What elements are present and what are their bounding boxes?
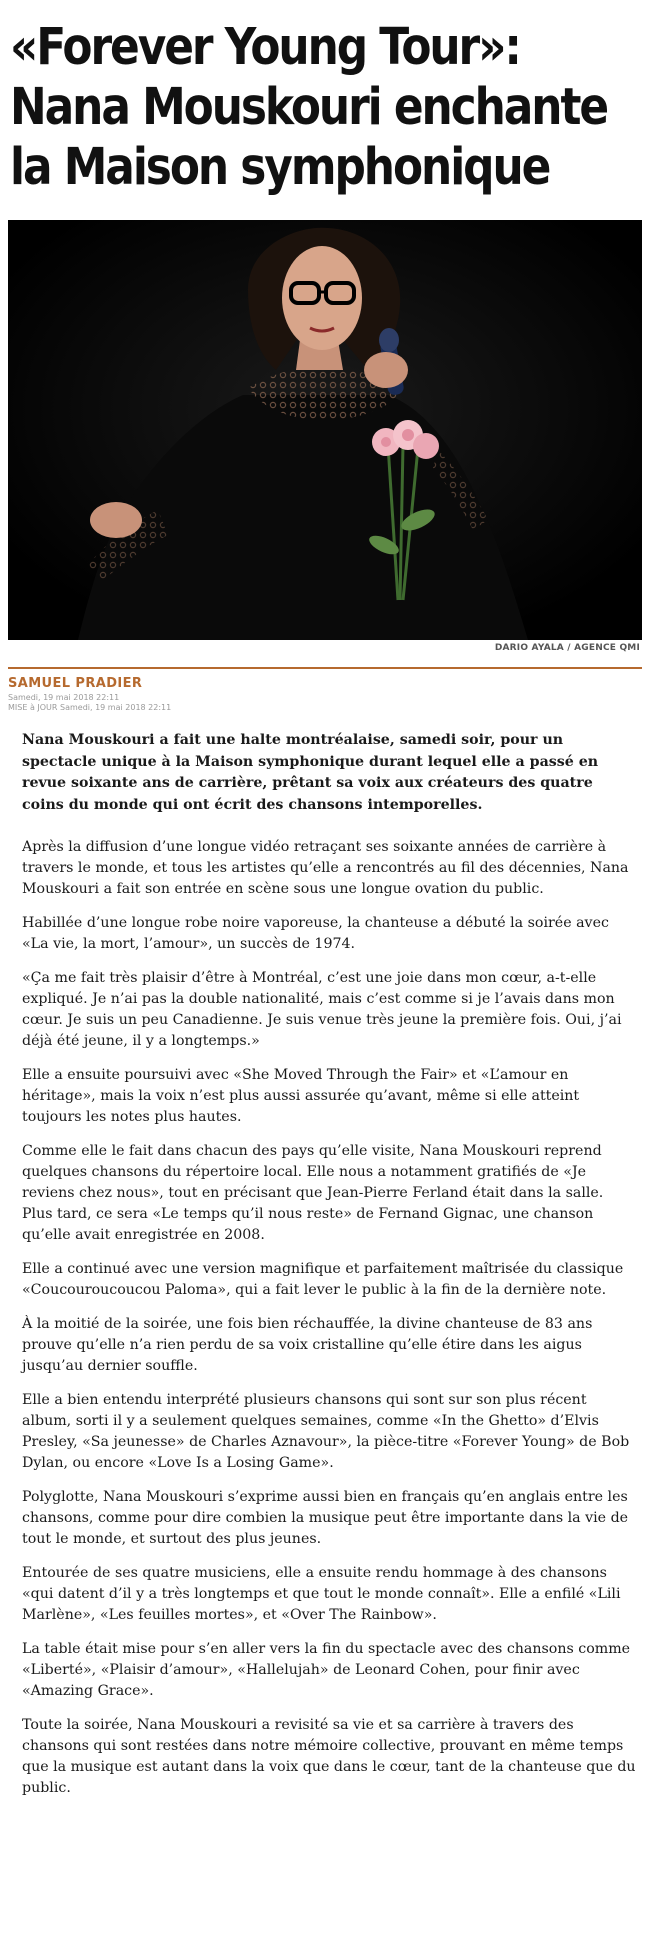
- article-paragraph: À la moitié de la soirée, une fois bien réchauffée, la divine chanteuse de 83 ans prouve qu’elle n’a rien perdu de sa voix cristalline qu’elle étire dans les aigus jusqu’au dernier souffle.: [22, 1316, 593, 1374]
- publish-dates: [8, 693, 171, 713]
- article-paragraph: Elle a bien entendu interprété plusieurs chansons qui sont sur son plus récent album, sorti il y a seulement quelques semaines, comme «In the Ghetto» d’Elvis Presley, «Sa jeunesse» de Charles Aznavour», la pièce-titre «Forever Young» de Bob Dylan, ou encore «Love Is a Losing Game».: [22, 1392, 630, 1471]
- article-photo: [8, 220, 642, 640]
- article-paragraph: Elle a ensuite poursuivi avec «She Moved Through the Fair» et «L’amour en héritage», mais la voix n’est plus aussi assurée qu’avant, même si elle atteint toujours les notes plus hautes.: [22, 1067, 580, 1125]
- article-paragraph: Elle a continué avec une version magnifique et parfaitement maîtrisée du classique «Coucouroucoucou Paloma», qui a fait lever le public à la fin de la dernière note.: [22, 1261, 624, 1298]
- article-paragraph: «Ça me fait très plaisir d’être à Montréal, c’est une joie dans mon cœur, a-t-elle expliqué. Je n’ai pas la double nationalité, mais c’est comme si je l’avais dans mon cœur. Je suis un peu Canadienne. Je suis venue très jeune la première fois. Oui, j’ai déjà été jeune, il y a longtemps.»: [22, 970, 622, 1049]
- article-paragraph: Après la diffusion d’une longue vidéo retraçant ses soixante années de carrière à travers le monde, et tous les artistes qu’elle a rencontrés au fil des décennies, Nana Mouskouri a fait son entrée en scène sous une longue ovation du public.: [22, 839, 629, 897]
- article-paragraph: La table était mise pour s’en aller vers la fin du spectacle avec des chansons comme «Liberté», «Plaisir d’amour», «Hallelujah» de Leonard Cohen, pour finir avec «Amazing Grace».: [22, 1641, 631, 1699]
- photo-credit: DARIO AYALA / AGENCE QMI: [494, 643, 640, 653]
- article-title: «Forever Young Tour»: Nana Mouskouri enchante la Maison symphonique: [10, 18, 608, 197]
- updated-date: MISE à JOUR Samedi, 19 mai 2018 22:11: [8, 703, 172, 712]
- article-paragraph: Comme elle le fait dans chacun des pays qu’elle visite, Nana Mouskouri reprend quelques chansons du répertoire local. Elle nous a notamment gratifiés de «Je reviens chez nous», tout en précisant que Jean-Pierre Ferland était dans la salle. Plus tard, ce sera «Le temps qu’il nous reste» de Fernand Gignac, une chanson qu’elle avait enregistrée en 2008.: [22, 1143, 604, 1243]
- published-date: Samedi, 19 mai 2018 22:11: [8, 693, 120, 702]
- article-paragraph: Habillée d’une longue robe noire vaporeuse, la chanteuse a débuté la soirée avec «La vie, la mort, l’amour», un succès de 1974.: [22, 915, 609, 952]
- singer-photo-illustration: [8, 220, 642, 640]
- article-lead: Nana Mouskouri a fait une halte montréalaise, samedi soir, pour un spectacle unique à la Maison symphonique durant lequel elle a passé en revue soixante ans de carrière, prêtant sa voix aux créateurs des quatre coins du monde qui ont écrit des chansons intemporelles.: [22, 732, 599, 813]
- article-body: [22, 730, 636, 1799]
- byline-divider: [8, 667, 642, 669]
- article-paragraph: Entourée de ses quatre musiciens, elle a ensuite rendu hommage à des chansons «qui datent d’il y a très longtemps et que tout le monde connaît». Elle a enfilé «Lili Marlène», «Les feuilles mortes», et «Over The Rainbow».: [22, 1565, 621, 1623]
- article-paragraph: Toute la soirée, Nana Mouskouri a revisité sa vie et sa carrière à travers des chansons qui sont restées dans notre mémoire collective, prouvant en même temps que la musique est autant dans la voix que dans le cœur, tant de la chanteuse que du public.: [22, 1717, 636, 1796]
- author-name[interactable]: SAMUEL PRADIER: [8, 676, 143, 691]
- article-paragraph: Polyglotte, Nana Mouskouri s’exprime aussi bien en français qu’en anglais entre les chansons, comme pour dire combien la musique peut être importante dans la vie de tout le monde, et surtout des plus jeunes.: [22, 1489, 629, 1547]
